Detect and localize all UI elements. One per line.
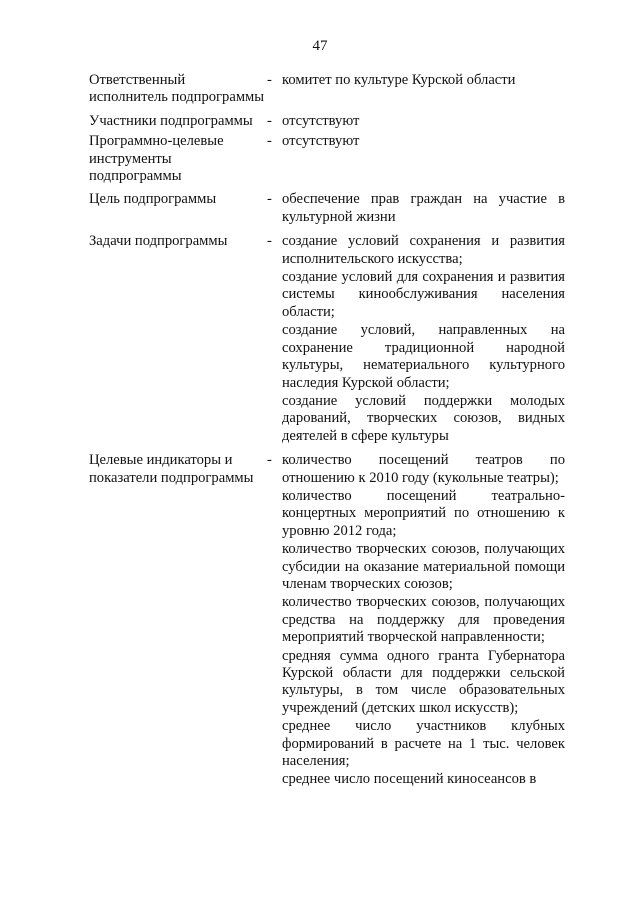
row-value: обеспечение прав граждан на участие в культурной жизни [282,191,565,225]
subprogram-passport-table [89,72,565,796]
row-program-target-instruments [89,133,565,185]
row-responsible-executor [89,72,565,107]
row-values [282,452,565,790]
dash-marker: - [267,452,272,469]
row-values [282,72,565,90]
task-item: создание условий сохранения и развития исполнительского искусства; [282,233,565,267]
page-number: 47 [312,38,328,54]
row-label: Программно-целевые инструменты подпрограммы [89,133,224,185]
row-goal [89,191,565,227]
indicator-item: количество посещений театров по отношению к 2010 году (кукольные театры); [282,452,565,486]
row-value: отсутствуют [282,112,360,129]
row-label: Ответственный исполнитель подпрограммы [89,72,265,106]
dash-marker: - [267,112,272,129]
dash-marker: - [267,233,272,250]
indicator-item: средняя сумма одного гранта Губернатора Курской области для поддержки сельской культуры, в том числе образовательных учреждений (детских школ искусств); [282,647,565,716]
dash-marker: - [267,191,272,208]
row-label: Целевые индикаторы и показатели подпрограммы [89,452,254,486]
task-item: создание условий, направленных на сохранение традиционной народной культуры, нематериального культурного наследия Курской области; [282,322,565,391]
dash-marker: - [267,72,272,88]
row-values [282,113,565,131]
row-value: отсутствуют [282,133,360,150]
row-target-indicators [89,452,565,790]
row-values [282,133,565,151]
row-label: Участники подпрограммы [89,112,253,129]
task-item: создание условий поддержки молодых дарований, творческих союзов, видных деятелей в сфере культуры [282,392,565,444]
row-value: комитет по культуре Курской области [282,72,516,88]
indicator-item: среднее число посещений киносеансов в [282,771,537,788]
row-values [282,191,565,227]
row-label: Цель подпрограммы [89,191,217,208]
row-tasks [89,233,565,446]
dash-marker: - [267,133,272,150]
task-item: создание условий для сохранения и развития системы кинообслуживания населения области; [282,269,565,320]
indicator-item: количество творческих союзов, получающих субсидии на оказание материальной помощи членам творческих союзов; [282,541,565,592]
row-values [282,233,565,446]
indicator-item: количество творческих союзов, получающих средства на поддержку для проведения мероприятий творческой направленности; [282,594,565,646]
row-label: Задачи подпрограммы [89,233,228,250]
indicator-item: среднее число участников клубных формирований в расчете на 1 тыс. человек населения; [282,718,565,770]
row-participants [89,113,565,131]
indicator-item: количество посещений театрально-концертных мероприятий по отношению к уровню 2012 года; [282,487,565,539]
